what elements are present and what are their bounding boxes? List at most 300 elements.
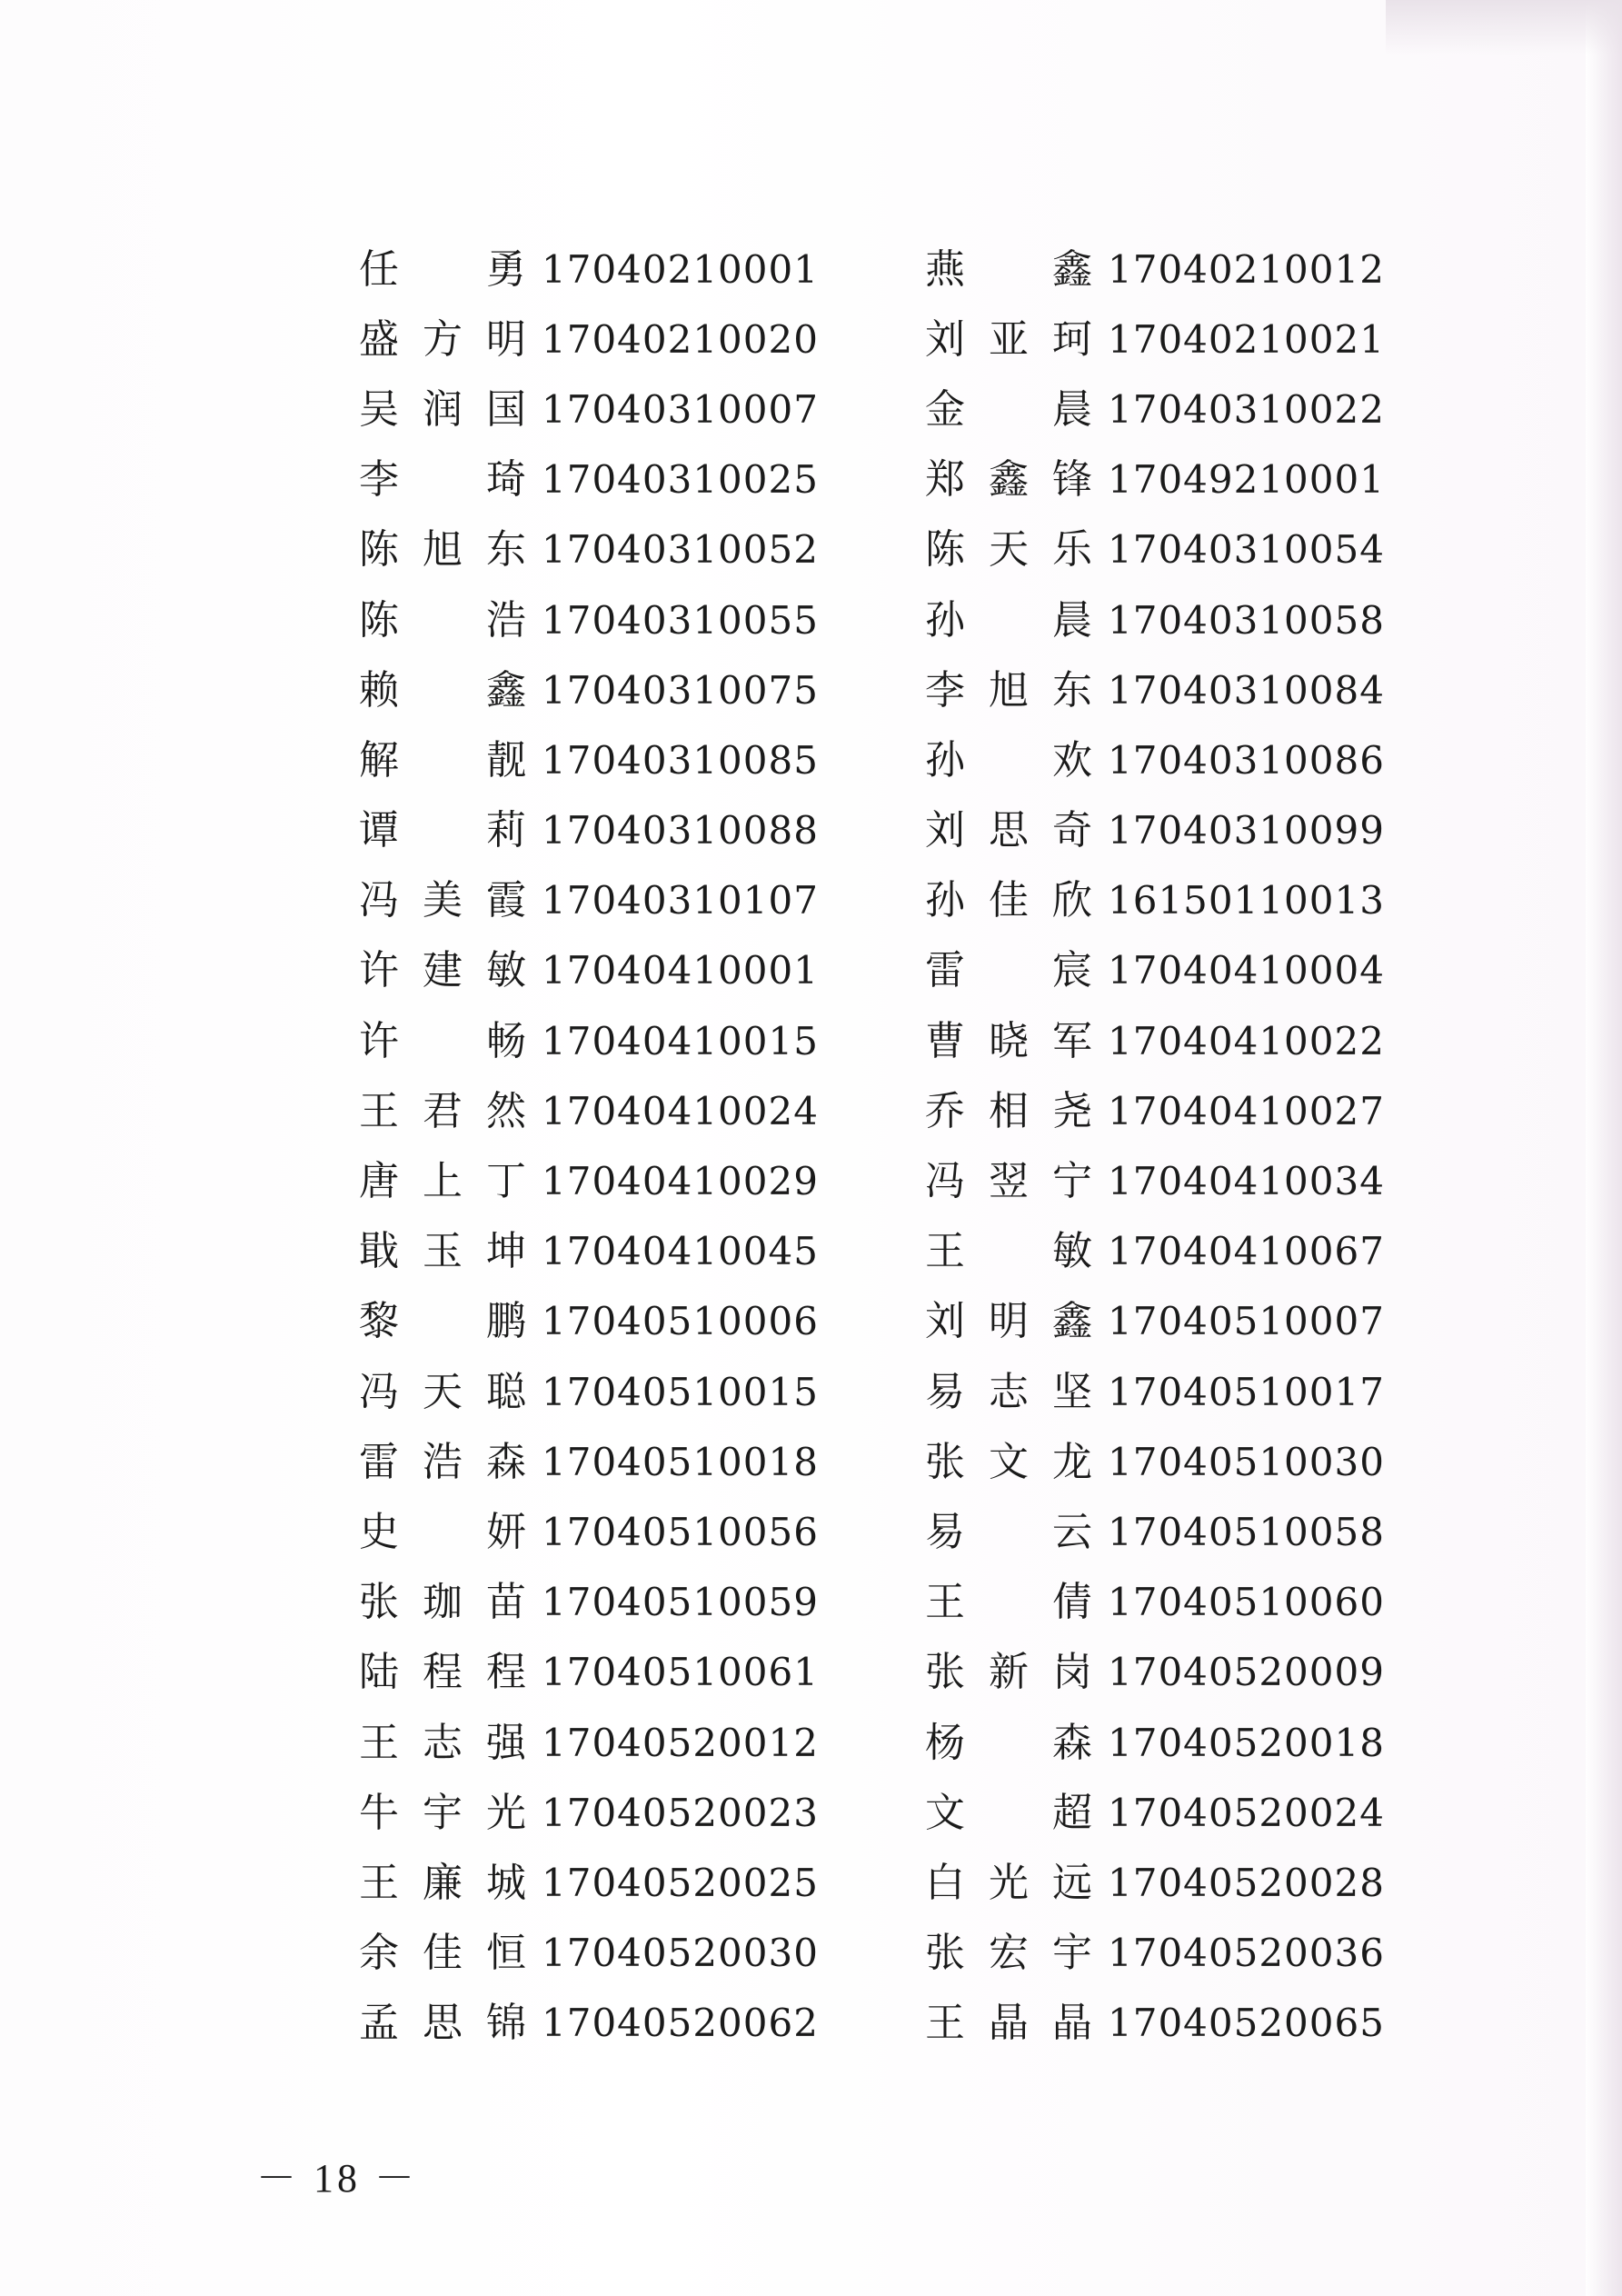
person-name	[922, 596, 1095, 644]
list-item	[356, 1848, 829, 1918]
name-character	[420, 671, 465, 711]
name-character: 陈	[359, 596, 399, 644]
name-character: 王	[359, 1087, 399, 1134]
name-character: 孙	[925, 736, 965, 784]
name-character: 鹏	[486, 1298, 526, 1345]
person-name	[356, 807, 529, 854]
name-character: 天	[989, 526, 1029, 574]
student-id: 17040510059	[542, 1580, 819, 1625]
student-id: 17040510030	[1108, 1439, 1385, 1484]
student-id: 17040510061	[542, 1650, 819, 1695]
name-character: 金	[925, 385, 965, 433]
list-item	[922, 515, 1395, 585]
student-id: 17040510060	[1108, 1580, 1385, 1625]
name-character: 宇	[423, 1789, 463, 1836]
student-id: 17040520023	[542, 1790, 819, 1835]
name-character: 聪	[486, 1368, 526, 1415]
person-name	[922, 666, 1095, 714]
name-character	[986, 741, 1031, 781]
name-character: 刘	[925, 315, 965, 363]
name-character: 晨	[1052, 596, 1092, 644]
person-name	[922, 1508, 1095, 1555]
name-character: 陈	[925, 526, 965, 574]
student-id: 17040510018	[542, 1439, 819, 1484]
name-character: 程	[486, 1649, 526, 1696]
student-id: 17040510056	[542, 1509, 819, 1554]
list-item	[922, 725, 1395, 795]
name-character	[420, 1302, 465, 1342]
person-name	[922, 1930, 1095, 1977]
person-name	[356, 666, 529, 714]
student-id: 17040510015	[542, 1369, 819, 1414]
name-character: 鑫	[1052, 245, 1092, 293]
name-character: 雷	[925, 947, 965, 994]
list-item	[356, 1287, 829, 1357]
name-character	[986, 390, 1031, 430]
name-character: 旭	[423, 526, 463, 574]
name-character: 思	[989, 807, 1029, 854]
name-character: 燕	[925, 245, 965, 293]
name-character: 王	[359, 1859, 399, 1906]
name-character: 美	[423, 877, 463, 924]
name-character: 郑	[925, 456, 965, 504]
list-item	[356, 515, 829, 585]
name-character: 黎	[359, 1298, 399, 1345]
person-name	[356, 596, 529, 644]
list-item	[922, 1919, 1395, 1989]
name-character	[420, 811, 465, 851]
student-id: 17040310088	[542, 808, 819, 854]
list-item	[922, 1076, 1395, 1146]
student-id: 17040410027	[1108, 1088, 1385, 1133]
name-character: 翌	[989, 1158, 1029, 1205]
name-character: 东	[486, 526, 526, 574]
person-name	[356, 1649, 529, 1696]
name-character: 坚	[1052, 1368, 1092, 1415]
person-name	[356, 1859, 529, 1906]
list-item	[922, 1217, 1395, 1287]
list-item	[922, 655, 1395, 725]
name-character: 志	[989, 1368, 1029, 1415]
person-name	[356, 1298, 529, 1345]
list-item	[922, 1006, 1395, 1076]
person-name	[356, 1158, 529, 1205]
list-item	[922, 1568, 1395, 1638]
name-character: 东	[1052, 666, 1092, 714]
list-item	[922, 1497, 1395, 1567]
name-character	[420, 1022, 465, 1062]
list-item	[356, 1568, 829, 1638]
list-item	[356, 1919, 829, 1989]
name-character: 润	[423, 385, 463, 433]
student-id: 17040410034	[1108, 1159, 1385, 1204]
student-id: 17040520028	[1108, 1860, 1385, 1905]
name-character: 晓	[989, 1017, 1029, 1064]
name-character: 孙	[925, 596, 965, 644]
student-id: 17040520030	[542, 1931, 819, 1976]
name-character: 浩	[486, 596, 526, 644]
name-character: 鑫	[1052, 1298, 1092, 1345]
name-character: 鑫	[486, 666, 526, 714]
name-character: 光	[486, 1789, 526, 1836]
student-id: 17040210001	[542, 246, 819, 292]
person-name	[922, 1719, 1095, 1766]
person-name	[356, 1087, 529, 1134]
student-id: 17040520025	[542, 1860, 819, 1905]
name-character: 新	[989, 1649, 1029, 1696]
name-character: 曹	[925, 1017, 965, 1064]
list-item	[356, 1638, 829, 1708]
list-item	[356, 655, 829, 725]
name-character	[420, 460, 465, 500]
name-character: 张	[359, 1579, 399, 1626]
name-character: 程	[423, 1649, 463, 1696]
name-character: 苗	[486, 1579, 526, 1626]
name-character: 文	[989, 1438, 1029, 1485]
student-id: 17040410001	[542, 948, 819, 993]
student-id: 17040410022	[1108, 1018, 1385, 1063]
person-name	[922, 2000, 1095, 2047]
name-character: 宁	[1052, 1158, 1092, 1205]
name-character: 谭	[359, 807, 399, 854]
name-character: 坤	[486, 1228, 526, 1275]
list-item	[922, 1989, 1395, 2059]
name-character: 盛	[359, 315, 399, 363]
list-item	[356, 374, 829, 444]
student-id: 17040520018	[1108, 1720, 1385, 1765]
person-name	[922, 526, 1095, 574]
name-character: 珈	[423, 1579, 463, 1626]
person-name	[922, 1368, 1095, 1415]
name-character: 刘	[925, 807, 965, 854]
name-character: 冯	[359, 1368, 399, 1415]
list-item	[922, 1427, 1395, 1497]
name-character: 文	[925, 1789, 965, 1836]
person-name	[922, 807, 1095, 854]
name-character: 尧	[1052, 1087, 1092, 1134]
name-character: 志	[423, 1719, 463, 1766]
list-item	[356, 1217, 829, 1287]
name-character: 唐	[359, 1158, 399, 1205]
name-character: 森	[1052, 1719, 1092, 1766]
person-name	[922, 1228, 1095, 1275]
name-character: 岗	[1052, 1649, 1092, 1696]
student-id: 17040310107	[542, 878, 819, 923]
person-name	[356, 2000, 529, 2047]
student-id: 17040210020	[542, 316, 819, 362]
name-character: 王	[925, 1579, 965, 1626]
name-character: 天	[423, 1368, 463, 1415]
student-id: 17049210001	[1108, 457, 1385, 503]
name-character: 然	[486, 1087, 526, 1134]
list-item	[356, 585, 829, 655]
person-name	[922, 877, 1095, 924]
name-character: 欢	[1052, 736, 1092, 784]
person-name	[356, 1228, 529, 1275]
name-character: 锦	[486, 2000, 526, 2047]
person-name	[356, 1017, 529, 1064]
person-name	[356, 245, 529, 293]
name-character: 相	[989, 1087, 1029, 1134]
person-name	[922, 1859, 1095, 1906]
person-name	[922, 1649, 1095, 1696]
person-name	[356, 1930, 529, 1977]
name-character: 国	[486, 385, 526, 433]
list-item	[922, 1287, 1395, 1357]
person-name	[356, 315, 529, 363]
student-id: 17040510058	[1108, 1509, 1385, 1554]
name-character: 欣	[1052, 877, 1092, 924]
name-character: 云	[1052, 1508, 1092, 1555]
list-item	[922, 1357, 1395, 1427]
name-character: 珂	[1052, 315, 1092, 363]
name-character: 张	[925, 1438, 965, 1485]
name-character: 孙	[925, 877, 965, 924]
name-character: 琦	[486, 456, 526, 504]
name-character: 君	[423, 1087, 463, 1134]
name-character: 廉	[423, 1859, 463, 1906]
name-character	[986, 1582, 1031, 1622]
name-character: 赖	[359, 666, 399, 714]
student-id: 17040520024	[1108, 1790, 1385, 1835]
name-character: 锋	[1052, 456, 1092, 504]
name-character: 明	[989, 1298, 1029, 1345]
name-character: 亚	[989, 315, 1029, 363]
list-item	[922, 1778, 1395, 1848]
list-item	[356, 1778, 829, 1848]
person-name	[356, 1719, 529, 1766]
student-id: 17040410024	[542, 1088, 819, 1133]
name-character: 旭	[989, 666, 1029, 714]
list-item	[356, 1708, 829, 1778]
list-item	[922, 1848, 1395, 1918]
person-name	[356, 456, 529, 504]
student-id: 17040310084	[1108, 667, 1385, 713]
name-character: 李	[925, 666, 965, 714]
name-character: 宏	[989, 1930, 1029, 1977]
person-name	[922, 456, 1095, 504]
name-character: 张	[925, 1649, 965, 1696]
name-character: 晶	[1052, 2000, 1092, 2047]
list-item	[922, 1638, 1395, 1708]
name-character: 丁	[486, 1158, 526, 1205]
name-character: 冯	[359, 877, 399, 924]
name-character: 远	[1052, 1859, 1092, 1906]
student-id: 17040510006	[542, 1299, 819, 1344]
name-character: 思	[423, 2000, 463, 2047]
name-character: 王	[925, 2000, 965, 2047]
left-name-column	[356, 235, 829, 2059]
list-item	[356, 235, 829, 304]
name-character: 方	[423, 315, 463, 363]
list-item	[922, 585, 1395, 655]
name-character: 佳	[989, 877, 1029, 924]
person-name	[922, 947, 1095, 994]
list-item	[356, 1427, 829, 1497]
list-item	[922, 796, 1395, 866]
list-item	[922, 304, 1395, 374]
page-number: － 18 －	[256, 2156, 418, 2201]
list-item	[922, 445, 1395, 515]
list-item	[356, 725, 829, 795]
name-character	[986, 1793, 1031, 1833]
student-id: 17040520065	[1108, 2001, 1385, 2046]
person-name	[356, 736, 529, 784]
name-character: 乔	[925, 1087, 965, 1134]
student-id: 17040520012	[542, 1720, 819, 1765]
list-item	[356, 1989, 829, 2059]
name-character	[420, 741, 465, 781]
student-id: 17040410045	[542, 1229, 819, 1274]
name-character: 易	[925, 1508, 965, 1555]
person-name	[922, 385, 1095, 433]
student-id: 17040310022	[1108, 386, 1385, 432]
name-character: 敏	[486, 947, 526, 994]
name-character	[420, 250, 465, 290]
list-item	[356, 866, 829, 936]
list-item	[356, 1357, 829, 1427]
name-character: 李	[359, 456, 399, 504]
name-character: 强	[486, 1719, 526, 1766]
name-character: 余	[359, 1930, 399, 1977]
person-name	[922, 245, 1095, 293]
name-character: 军	[1052, 1017, 1092, 1064]
student-id: 17040310007	[542, 386, 819, 432]
list-item	[356, 1146, 829, 1216]
student-id: 17040310052	[542, 527, 819, 573]
name-character: 吴	[359, 385, 399, 433]
name-character: 建	[423, 947, 463, 994]
name-character: 城	[486, 1859, 526, 1906]
name-character: 浩	[423, 1438, 463, 1485]
name-character: 畅	[486, 1017, 526, 1064]
name-character	[986, 601, 1031, 641]
name-character: 宸	[1052, 947, 1092, 994]
list-item	[922, 936, 1395, 1006]
name-character: 妍	[486, 1508, 526, 1555]
name-character: 雷	[359, 1438, 399, 1485]
student-id: 17040210021	[1108, 316, 1385, 362]
name-character: 超	[1052, 1789, 1092, 1836]
student-id: 17040520009	[1108, 1650, 1385, 1695]
person-name	[356, 1508, 529, 1555]
name-character: 许	[359, 947, 399, 994]
student-id: 17040310025	[542, 457, 819, 503]
name-character	[986, 250, 1031, 290]
person-name	[922, 1438, 1095, 1485]
name-character	[986, 951, 1031, 991]
student-id: 17040510017	[1108, 1369, 1385, 1414]
person-name	[356, 526, 529, 574]
person-name	[922, 736, 1095, 784]
student-id: 17040520036	[1108, 1931, 1385, 1976]
student-id: 17040310075	[542, 667, 819, 713]
page-edge-shadow	[1586, 0, 1622, 2296]
student-id: 17040210012	[1108, 246, 1385, 292]
list-item	[356, 304, 829, 374]
name-character: 宇	[1052, 1930, 1092, 1977]
name-character: 恒	[486, 1930, 526, 1977]
name-character: 光	[989, 1859, 1029, 1906]
name-character: 晨	[1052, 385, 1092, 433]
name-character: 王	[359, 1719, 399, 1766]
name-character: 奇	[1052, 807, 1092, 854]
student-id: 17040410029	[542, 1159, 819, 1204]
list-item	[922, 235, 1395, 304]
name-character: 牛	[359, 1789, 399, 1836]
person-name	[356, 1438, 529, 1485]
name-character: 玉	[423, 1228, 463, 1275]
list-item	[356, 1006, 829, 1076]
list-item	[356, 796, 829, 866]
person-name	[356, 947, 529, 994]
name-character: 史	[359, 1508, 399, 1555]
name-character: 王	[925, 1228, 965, 1275]
name-character: 倩	[1052, 1579, 1092, 1626]
list-item	[356, 1076, 829, 1146]
name-character: 冯	[925, 1158, 965, 1205]
name-character: 明	[486, 315, 526, 363]
list-item	[922, 1146, 1395, 1216]
student-id: 16150110013	[1108, 878, 1385, 923]
student-id: 17040410015	[542, 1018, 819, 1063]
name-character: 杨	[925, 1719, 965, 1766]
name-character: 勇	[486, 245, 526, 293]
person-name	[922, 1298, 1095, 1345]
name-character: 乐	[1052, 526, 1092, 574]
name-character	[986, 1723, 1031, 1763]
name-character	[420, 1512, 465, 1552]
person-name	[356, 1789, 529, 1836]
name-character	[986, 1232, 1031, 1272]
name-character: 佳	[423, 1930, 463, 1977]
name-character: 陈	[359, 526, 399, 574]
name-character: 戢	[359, 1228, 399, 1275]
name-character: 霞	[486, 877, 526, 924]
list-item	[922, 866, 1395, 936]
name-character: 晶	[989, 2000, 1029, 2047]
person-name	[922, 1579, 1095, 1626]
person-name	[922, 1017, 1095, 1064]
name-character: 陆	[359, 1649, 399, 1696]
name-character: 龙	[1052, 1438, 1092, 1485]
student-id: 17040310086	[1108, 737, 1385, 783]
list-item	[922, 374, 1395, 444]
person-name	[356, 877, 529, 924]
list-item	[356, 445, 829, 515]
person-name	[922, 1789, 1095, 1836]
student-id: 17040310058	[1108, 597, 1385, 643]
student-id: 17040410067	[1108, 1229, 1385, 1274]
name-character: 刘	[925, 1298, 965, 1345]
list-item	[356, 936, 829, 1006]
name-character: 易	[925, 1368, 965, 1415]
person-name	[922, 1158, 1095, 1205]
student-id: 17040410004	[1108, 948, 1385, 993]
person-name	[356, 1368, 529, 1415]
name-character: 上	[423, 1158, 463, 1205]
person-name	[922, 1087, 1095, 1134]
name-character: 莉	[486, 807, 526, 854]
student-id: 17040310085	[542, 737, 819, 783]
page-curl-shadow	[1386, 0, 1622, 55]
right-name-column	[922, 235, 1395, 2059]
name-character	[986, 1512, 1031, 1552]
student-id: 17040310099	[1108, 808, 1385, 854]
list-item	[356, 1497, 829, 1567]
name-character: 解	[359, 736, 399, 784]
name-character: 任	[359, 245, 399, 293]
